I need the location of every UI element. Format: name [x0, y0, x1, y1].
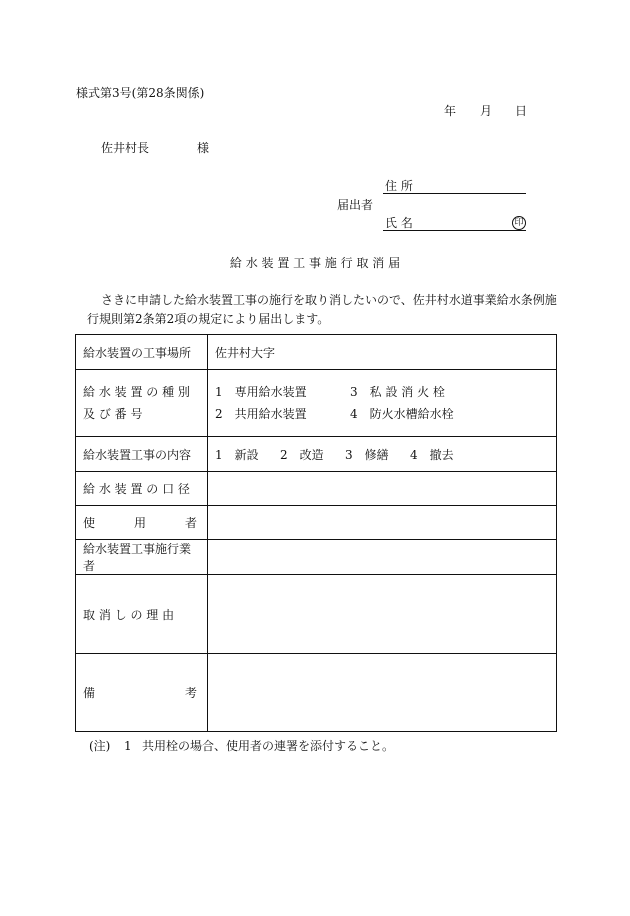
content-option-2[interactable]: 2 改造: [280, 447, 324, 462]
label-contractor: 給水装置工事施行業者: [76, 540, 208, 575]
notifier-label: 届出者: [337, 198, 374, 212]
label-diameter: 給 水 装 置 の 口 径: [76, 472, 208, 506]
note-text: 共用栓の場合、使用者の連署を添付すること。: [142, 739, 395, 753]
value-contractor[interactable]: [208, 540, 557, 575]
address-line: [383, 193, 526, 194]
name-line: [383, 230, 526, 231]
addressee-name: 佐井村長: [101, 141, 150, 155]
value-remarks[interactable]: [208, 654, 557, 732]
addressee-honorific: 様: [197, 141, 210, 155]
row-contractor: [76, 540, 557, 575]
row-work-content: [76, 437, 557, 472]
label-user-text: 使 用 者: [83, 516, 197, 530]
label-type-line2: 及 び 番 号: [83, 407, 143, 421]
value-work-location[interactable]: 佐井村大字: [208, 335, 557, 370]
name-label: 氏 名: [385, 216, 413, 230]
document-title: 給 水 装 置 工 事 施 行 取 消 届: [229, 256, 401, 270]
value-diameter[interactable]: [208, 472, 557, 506]
note-prefix: (注): [89, 739, 111, 753]
seal-mark: 印: [512, 216, 526, 230]
body-line-1: さきに申請した給水装置工事の施行を取り消したいので、佐井村水道事業給水条例施: [101, 293, 557, 307]
row-user: [76, 506, 557, 540]
date-year-label: 年: [444, 104, 457, 118]
date-day-label: 日: [515, 104, 528, 118]
row-type-number: [76, 370, 557, 437]
content-option-3[interactable]: 3 修繕: [345, 447, 389, 462]
content-option-4[interactable]: 4 撤去: [410, 447, 454, 462]
value-work-content[interactable]: [208, 437, 557, 472]
body-line-2: 行規則第2条第2項の規定により届出します。: [87, 312, 330, 326]
row-cancel-reason: [76, 575, 557, 654]
value-user[interactable]: [208, 506, 557, 540]
note-number: 1: [124, 739, 132, 753]
row-remarks: [76, 654, 557, 732]
label-type-line1: 給 水 装 置 の 種 別: [83, 385, 190, 399]
type-option-2[interactable]: 2 共用給水装置: [215, 407, 307, 421]
label-work-content: 給水装置工事の内容: [76, 437, 208, 472]
content-option-1[interactable]: 1 新設: [215, 447, 259, 462]
label-remarks: [76, 654, 208, 732]
type-option-3[interactable]: 3 私 設 消 火 栓: [350, 385, 445, 399]
row-diameter: [76, 472, 557, 506]
form-number: 様式第3号(第28条関係): [76, 86, 205, 100]
date-month-label: 月: [480, 104, 493, 118]
label-work-location: 給水装置の工事場所: [76, 335, 208, 370]
type-option-4[interactable]: 4 防火水槽給水栓: [350, 407, 454, 421]
label-type-number: [76, 370, 208, 437]
label-user: [76, 506, 208, 540]
value-cancel-reason[interactable]: [208, 575, 557, 654]
row-work-location: [76, 335, 557, 370]
form-table: [75, 334, 557, 732]
label-remarks-text: 備 考: [83, 686, 197, 700]
type-option-1[interactable]: 1 専用給水装置: [215, 385, 307, 399]
address-label: 住 所: [385, 179, 413, 193]
label-cancel-reason: 取 消 し の 理 由: [76, 575, 208, 654]
value-type-number[interactable]: [208, 370, 557, 437]
